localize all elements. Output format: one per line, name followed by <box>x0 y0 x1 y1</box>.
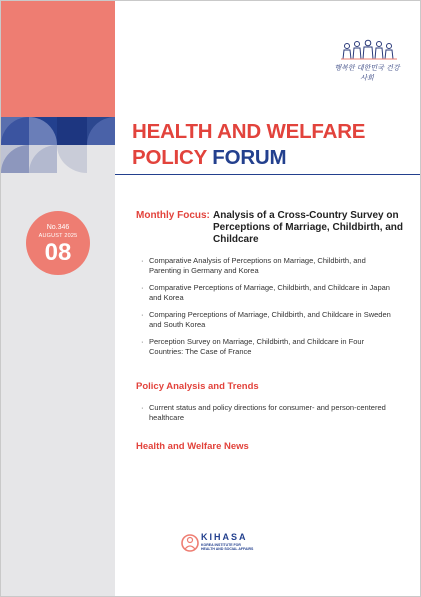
list-item: · Comparing Perceptions of Marriage, Childbirth, and Childcare in Sweden and South Korea <box>141 310 393 330</box>
issue-number: No.346 <box>46 224 70 231</box>
title-line-1: HEALTH AND WELFARE <box>132 120 366 143</box>
monthly-focus-label: Monthly Focus: <box>136 210 210 221</box>
title-divider <box>115 174 420 175</box>
issue-big-number: 08 <box>44 239 72 266</box>
list-item: · Perception Survey on Marriage, Childbirth, and Childcare in Four Countries: The Case of France <box>141 337 393 357</box>
issue-date: AUGUST 2025 <box>38 233 78 239</box>
geometric-pattern <box>1 117 115 173</box>
logo-caption: 행복한 대한민국 건강사회 <box>334 64 400 82</box>
issue-badge <box>26 211 90 275</box>
monthly-focus-title: Analysis of a Cross-Country Survey on Perceptions of Marriage, Childbirth, and Childcare <box>213 210 404 245</box>
kihasa-fullname-line1: KOREA INSTITUTE FOR <box>201 543 241 547</box>
kihasa-fullname-line2: HEALTH AND SOCIAL AFFAIRS <box>201 547 254 551</box>
kihasa-fullname <box>201 543 271 551</box>
policy-analysis-heading: Policy Analysis and Trends <box>136 381 259 392</box>
title-line-2 <box>132 146 286 170</box>
title-policy: POLICY <box>132 146 207 169</box>
kihasa-emblem-icon <box>181 532 199 554</box>
monthly-focus-list <box>141 256 393 364</box>
kihasa-logo <box>181 530 291 558</box>
kihasa-name: KIHASA <box>201 532 248 542</box>
news-heading: Health and Welfare News <box>136 441 249 452</box>
title-forum: FORUM <box>212 146 287 169</box>
list-item: · Current status and policy directions for consumer- and person-centered healthcare <box>141 403 393 423</box>
salmon-block <box>1 1 115 117</box>
list-item: · Comparative Perceptions of Marriage, Childbirth, and Childcare in Japan and Korea <box>141 283 393 303</box>
list-item: · Comparative Analysis of Perceptions on Marriage, Childbirth, and Parenting in Germany and Korea <box>141 256 393 276</box>
policy-analysis-list <box>141 403 393 423</box>
